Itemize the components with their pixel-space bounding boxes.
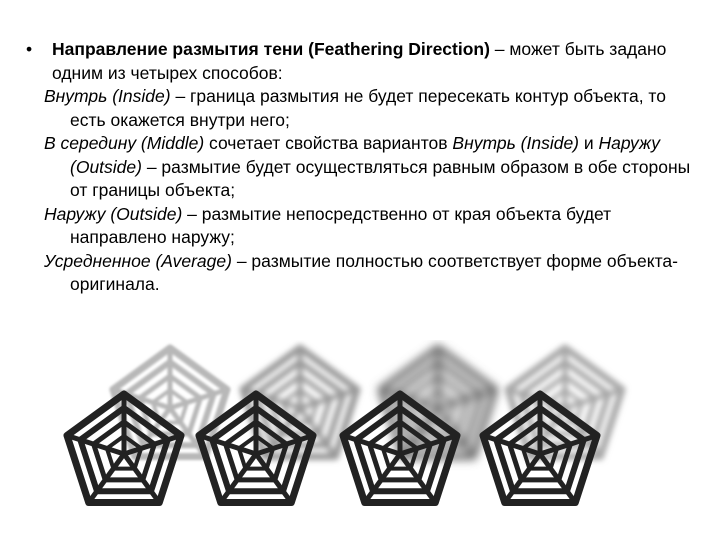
figure-middle <box>199 348 357 503</box>
item-term: В середину (Middle) <box>44 133 205 153</box>
bullet-icon: • <box>26 39 33 59</box>
figures-row <box>0 340 720 540</box>
item-term-outside: Наружу (Outside) <box>70 133 660 177</box>
intro-paragraph <box>26 38 694 85</box>
item-text-and: и <box>579 133 599 153</box>
item-term-inside: Внутрь (Inside) <box>452 133 580 153</box>
item-term: Усредненное (Average) <box>44 250 232 271</box>
item-term: Внутрь (Inside) <box>44 86 171 106</box>
intro-text: – может быть задано одним из четырех способов: <box>52 39 667 83</box>
intro-term: Направление размытия тени (Feathering Direction) <box>52 39 490 59</box>
figure-average <box>483 348 622 503</box>
item-average <box>44 250 694 297</box>
item-inside <box>44 85 694 132</box>
item-text: – размытие полностью соответствует форме объекта-оригинала. <box>70 250 678 294</box>
item-text-rest: – размытие будет осуществляться равным образом в обе стороны от границы объекта; <box>70 156 691 200</box>
item-text: – граница размытия не будет пересекать контур объекта, то есть окажется внутри него; <box>70 86 666 130</box>
figures-svg <box>0 340 720 540</box>
item-text: – размытие непосредственно от края объекта будет направлено наружу; <box>70 203 612 247</box>
item-middle <box>44 132 694 203</box>
figure-inside <box>67 348 227 503</box>
item-term: Наружу (Outside) <box>44 203 183 224</box>
figure-outside <box>343 348 495 503</box>
item-text: сочетает свойства вариантов <box>204 133 453 153</box>
text-block <box>26 38 694 297</box>
item-outside <box>44 203 694 250</box>
spiderweb-icon <box>67 394 181 503</box>
